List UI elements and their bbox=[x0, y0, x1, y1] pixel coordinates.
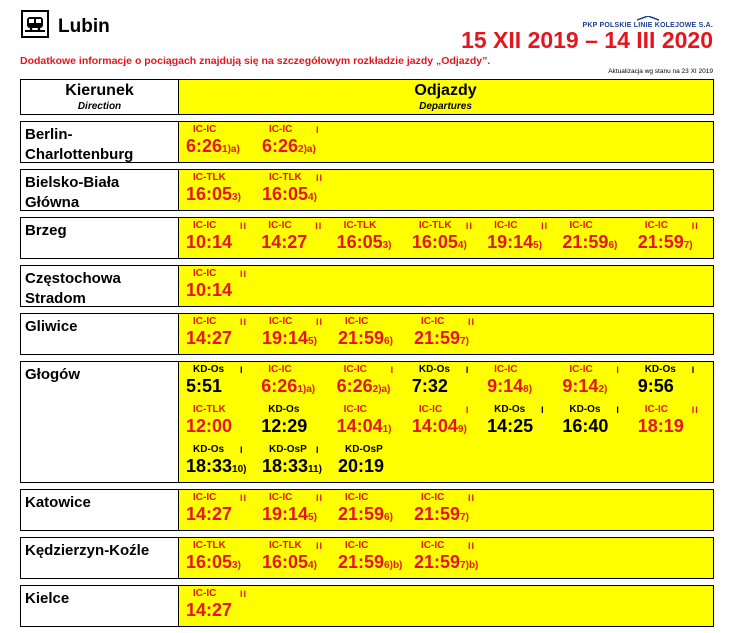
destination-cell bbox=[21, 490, 179, 530]
departure bbox=[487, 218, 562, 258]
departure bbox=[186, 314, 262, 354]
departure-time: 19:145) bbox=[487, 232, 543, 252]
departure bbox=[487, 362, 562, 402]
update-note: Aktualizacja wg stanu na 23 XI 2019 bbox=[608, 68, 713, 75]
departures-cell bbox=[178, 170, 713, 210]
train-type: IC-IC bbox=[343, 364, 367, 375]
departure bbox=[262, 122, 338, 162]
departure-line bbox=[178, 266, 713, 306]
class-marker: II bbox=[316, 317, 324, 327]
departure bbox=[638, 402, 713, 442]
departure-time: 14:25 bbox=[487, 416, 534, 436]
footnote: 10) bbox=[232, 464, 247, 475]
class-marker: II bbox=[240, 589, 248, 599]
footnote: 2) bbox=[598, 384, 608, 395]
table-row bbox=[20, 121, 714, 163]
departure-time: 12:29 bbox=[261, 416, 308, 436]
departure-time: 12:00 bbox=[186, 416, 233, 436]
timetable bbox=[20, 79, 714, 633]
departure bbox=[261, 218, 336, 258]
class-marker: I bbox=[616, 365, 620, 375]
departure bbox=[186, 266, 262, 306]
departure-time: 21:597) bbox=[414, 328, 469, 348]
validity-period: 15 XII 2019 – 14 III 2020 bbox=[461, 27, 713, 53]
departure bbox=[412, 218, 487, 258]
train-type: KD-Os bbox=[193, 364, 225, 375]
class-marker: I bbox=[316, 125, 320, 135]
class-marker: II bbox=[240, 269, 248, 279]
class-marker: II bbox=[468, 493, 476, 503]
train-type: IC-TLK bbox=[418, 220, 452, 231]
brand-label: PKP POLSKIE LINIE KOLEJOWE S.A. bbox=[582, 22, 713, 29]
departure bbox=[186, 218, 261, 258]
departure-time: 14:27 bbox=[261, 232, 308, 252]
footnote: 1)a) bbox=[297, 384, 316, 395]
class-marker: II bbox=[465, 221, 473, 231]
footnote: 5) bbox=[533, 240, 543, 251]
train-type: IC-IC bbox=[345, 540, 369, 551]
departure-time: 7:32 bbox=[411, 376, 448, 396]
destination-cell bbox=[21, 218, 179, 258]
footnote: 3) bbox=[232, 192, 241, 203]
departure bbox=[638, 218, 713, 258]
departure bbox=[262, 442, 338, 482]
train-type: KD-Os bbox=[494, 404, 526, 415]
departure-time: 19:145) bbox=[262, 504, 317, 524]
departure bbox=[186, 362, 261, 402]
footnote: 3) bbox=[382, 240, 392, 251]
destination-cell bbox=[21, 314, 179, 354]
class-marker: II bbox=[316, 493, 324, 503]
footnote: 7) bbox=[460, 336, 469, 347]
train-type: KD-OsP bbox=[345, 444, 383, 455]
info-note: Dodatkowe informacje o pociągach znajdują się na szczegółowym rozkładzie jazdy „Odjazdy”. bbox=[20, 55, 491, 67]
departure-time: 14:041) bbox=[336, 416, 392, 436]
departure-time: 21:596)b) bbox=[338, 552, 403, 572]
departure bbox=[186, 490, 262, 530]
direction-header bbox=[21, 80, 179, 114]
departure-line bbox=[178, 402, 713, 442]
departure-time: 6:261)a) bbox=[186, 136, 240, 156]
departure bbox=[186, 586, 262, 626]
destination-cell bbox=[21, 122, 179, 162]
table-row bbox=[20, 265, 714, 307]
train-type: IC-TLK bbox=[343, 220, 377, 231]
departures-cell bbox=[178, 218, 713, 258]
footnote: 4) bbox=[457, 240, 467, 251]
footnote: 6) bbox=[384, 512, 393, 523]
departure bbox=[262, 490, 338, 530]
train-type: IC-TLK bbox=[269, 540, 302, 551]
table-header bbox=[20, 79, 714, 115]
train-type: IC-IC bbox=[494, 220, 518, 231]
train-type: KD-Os bbox=[193, 444, 225, 455]
class-marker: II bbox=[316, 173, 324, 183]
departure-time: 21:596) bbox=[562, 232, 618, 252]
footnote: 4) bbox=[308, 192, 317, 203]
footnote: 1)a) bbox=[222, 144, 240, 155]
departure bbox=[638, 362, 713, 402]
departure bbox=[338, 538, 414, 578]
departure bbox=[338, 490, 414, 530]
class-marker: II bbox=[240, 317, 248, 327]
train-type: IC-TLK bbox=[193, 540, 226, 551]
departure bbox=[562, 218, 637, 258]
footnote: 7)b) bbox=[460, 560, 479, 571]
footnote: 5) bbox=[308, 336, 317, 347]
footnote: 9) bbox=[457, 424, 467, 435]
departure bbox=[261, 402, 336, 442]
train-type: IC-IC bbox=[345, 316, 369, 327]
departures-cell bbox=[178, 538, 713, 578]
destination-cell bbox=[21, 586, 179, 626]
footnote: 3) bbox=[232, 560, 241, 571]
class-marker: I bbox=[240, 445, 244, 455]
destination-name: Kielce bbox=[25, 590, 70, 607]
train-type: KD-OsP bbox=[269, 444, 307, 455]
departure bbox=[186, 442, 262, 482]
departure-time: 10:14 bbox=[186, 232, 233, 252]
destination-cell bbox=[21, 538, 179, 578]
departure bbox=[186, 402, 261, 442]
train-type: IC-IC bbox=[644, 404, 669, 415]
train-type: IC-IC bbox=[193, 588, 217, 599]
departure bbox=[412, 402, 487, 442]
class-marker: I bbox=[465, 365, 470, 375]
class-marker: II bbox=[541, 221, 549, 231]
footnote: 6)b) bbox=[384, 560, 403, 571]
class-marker: II bbox=[468, 541, 476, 551]
departures-cell bbox=[178, 586, 713, 626]
train-type: IC-TLK bbox=[193, 172, 226, 183]
table-row bbox=[20, 361, 714, 483]
departure-time: 14:27 bbox=[186, 600, 233, 620]
table-row bbox=[20, 313, 714, 355]
destination-name: Brzeg bbox=[25, 222, 67, 239]
train-type: KD-Os bbox=[418, 364, 450, 375]
departures-cell bbox=[178, 362, 713, 482]
departure-time: 10:14 bbox=[186, 280, 233, 300]
class-marker: II bbox=[240, 493, 248, 503]
train-type: IC-IC bbox=[343, 404, 367, 415]
train-type: IC-IC bbox=[421, 492, 445, 503]
departure bbox=[487, 402, 562, 442]
class-marker: I bbox=[691, 365, 696, 375]
train-type: IC-IC bbox=[193, 492, 217, 503]
departures-label: Odjazdy bbox=[414, 82, 477, 99]
departure-time: 16:053) bbox=[186, 552, 241, 572]
footnote: 5) bbox=[308, 512, 317, 523]
footnote: 7) bbox=[683, 240, 693, 251]
train-icon bbox=[21, 10, 49, 38]
train-type: KD-Os bbox=[569, 404, 601, 415]
departure bbox=[562, 362, 637, 402]
train-type: KD-Os bbox=[644, 364, 676, 375]
departure-time: 16:40 bbox=[562, 416, 609, 436]
departure-line bbox=[178, 122, 713, 162]
footnote: 6) bbox=[608, 240, 618, 251]
class-marker: I bbox=[240, 365, 244, 375]
train-type: IC-IC bbox=[569, 364, 593, 375]
departure-time: 16:054) bbox=[262, 552, 317, 572]
departure-time: 5:51 bbox=[186, 376, 223, 396]
destination-name: Głogów bbox=[25, 366, 80, 383]
train-type: IC-IC bbox=[644, 220, 669, 231]
train-type: IC-TLK bbox=[193, 404, 226, 415]
footnote: 2)a) bbox=[298, 144, 316, 155]
train-type: IC-IC bbox=[345, 492, 369, 503]
departure bbox=[337, 402, 412, 442]
departure-time: 6:261)a) bbox=[261, 376, 316, 396]
departure-time: 16:053) bbox=[186, 184, 241, 204]
footnote: 6) bbox=[384, 336, 393, 347]
departure bbox=[261, 362, 336, 402]
train-type: IC-IC bbox=[193, 124, 217, 135]
table-row bbox=[20, 585, 714, 627]
footnote: 7) bbox=[460, 512, 469, 523]
footnote: 11) bbox=[308, 464, 322, 475]
departure bbox=[262, 170, 338, 210]
departure-time: 18:3311) bbox=[262, 456, 322, 476]
departure bbox=[337, 218, 412, 258]
station-name: Lubin bbox=[58, 16, 110, 37]
footnote: 2)a) bbox=[372, 384, 391, 395]
departures-cell bbox=[178, 266, 713, 306]
direction-label-en: Direction bbox=[77, 101, 122, 112]
class-marker: I bbox=[541, 405, 545, 415]
footnote: 4) bbox=[308, 560, 317, 571]
departure bbox=[414, 538, 490, 578]
departure-time: 18:19 bbox=[637, 416, 684, 436]
class-marker: II bbox=[468, 317, 476, 327]
train-type: IC-IC bbox=[268, 220, 292, 231]
table-row bbox=[20, 537, 714, 579]
train-type: IC-IC bbox=[268, 364, 292, 375]
footnote: 8) bbox=[523, 384, 533, 395]
train-type: IC-IC bbox=[421, 316, 445, 327]
departure-time: 9:142) bbox=[562, 376, 608, 396]
table-row bbox=[20, 489, 714, 531]
departure-time: 21:597) bbox=[637, 232, 693, 252]
departure bbox=[414, 314, 490, 354]
departure-line bbox=[178, 538, 713, 578]
class-marker: II bbox=[316, 541, 324, 551]
departure-line bbox=[178, 586, 713, 626]
destination-cell bbox=[21, 266, 179, 306]
train-type: IC-IC bbox=[193, 268, 217, 279]
train-type: IC-IC bbox=[418, 404, 443, 415]
departure-time: 20:19 bbox=[338, 456, 385, 476]
class-marker: II bbox=[691, 221, 699, 231]
footnote: 1) bbox=[382, 424, 392, 435]
departure bbox=[186, 170, 262, 210]
departure-time: 16:054) bbox=[411, 232, 467, 252]
train-type: IC-TLK bbox=[269, 172, 302, 183]
departures-header bbox=[178, 80, 713, 114]
class-marker: I bbox=[390, 365, 395, 375]
departure bbox=[262, 538, 338, 578]
departure bbox=[186, 122, 262, 162]
destination-cell bbox=[21, 170, 179, 210]
destination-name: Katowice bbox=[25, 494, 91, 511]
departure-time: 21:597) bbox=[414, 504, 469, 524]
class-marker: II bbox=[240, 221, 248, 231]
departure-time: 19:145) bbox=[262, 328, 317, 348]
departure-time: 16:053) bbox=[336, 232, 392, 252]
departure-line bbox=[178, 490, 713, 530]
departure-time: 9:148) bbox=[487, 376, 533, 396]
destination-cell bbox=[21, 362, 179, 482]
destination-name: Gliwice bbox=[25, 318, 78, 335]
departures-label-en: Departures bbox=[419, 101, 472, 112]
destination-name: Berlin- Charlottenburg bbox=[25, 126, 134, 163]
departure-time: 14:27 bbox=[186, 328, 233, 348]
destination-name: Kędzierzyn-Koźle bbox=[25, 542, 150, 559]
train-type: IC-IC bbox=[421, 540, 445, 551]
header bbox=[0, 0, 733, 75]
departure-time: 6:262)a) bbox=[262, 136, 316, 156]
departure bbox=[412, 362, 487, 402]
departures-cell bbox=[178, 490, 713, 530]
departure-time: 16:054) bbox=[262, 184, 317, 204]
departure bbox=[337, 362, 412, 402]
departure-line bbox=[178, 362, 713, 402]
train-type: IC-IC bbox=[269, 316, 293, 327]
departure-time: 6:262)a) bbox=[336, 376, 391, 396]
departure bbox=[338, 442, 414, 482]
departure bbox=[262, 314, 338, 354]
destination-name: Częstochowa Stradom bbox=[25, 270, 121, 307]
class-marker: I bbox=[316, 445, 320, 455]
class-marker: I bbox=[465, 405, 470, 415]
departure-time: 14:27 bbox=[186, 504, 233, 524]
departure bbox=[186, 538, 262, 578]
class-marker: I bbox=[616, 405, 620, 415]
train-type: KD-Os bbox=[268, 404, 300, 415]
train-type: IC-IC bbox=[193, 316, 217, 327]
departure bbox=[562, 402, 637, 442]
train-type: IC-IC bbox=[494, 364, 518, 375]
departure-time: 21:596) bbox=[338, 504, 393, 524]
departure-line bbox=[178, 170, 713, 210]
departure-time: 21:597)b) bbox=[414, 552, 479, 572]
departures-cell bbox=[178, 122, 713, 162]
class-marker: II bbox=[315, 221, 323, 231]
departure-line bbox=[178, 442, 713, 482]
destination-name: Bielsko-Biała Główna bbox=[25, 174, 120, 211]
departure-time: 18:3310) bbox=[186, 456, 247, 476]
departure-line bbox=[178, 218, 713, 258]
departure-line bbox=[178, 314, 713, 354]
table-row bbox=[20, 169, 714, 211]
departure bbox=[414, 490, 490, 530]
departure-time: 14:049) bbox=[411, 416, 467, 436]
departure-time: 9:56 bbox=[637, 376, 674, 396]
class-marker: II bbox=[691, 405, 699, 415]
departure-time: 21:596) bbox=[338, 328, 393, 348]
train-type: IC-IC bbox=[269, 124, 293, 135]
direction-label: Kierunek bbox=[65, 82, 134, 99]
train-type: IC-IC bbox=[269, 492, 293, 503]
departures-cell bbox=[178, 314, 713, 354]
table-row bbox=[20, 217, 714, 259]
train-type: IC-IC bbox=[569, 220, 593, 231]
departure bbox=[338, 314, 414, 354]
train-type: IC-IC bbox=[193, 220, 217, 231]
